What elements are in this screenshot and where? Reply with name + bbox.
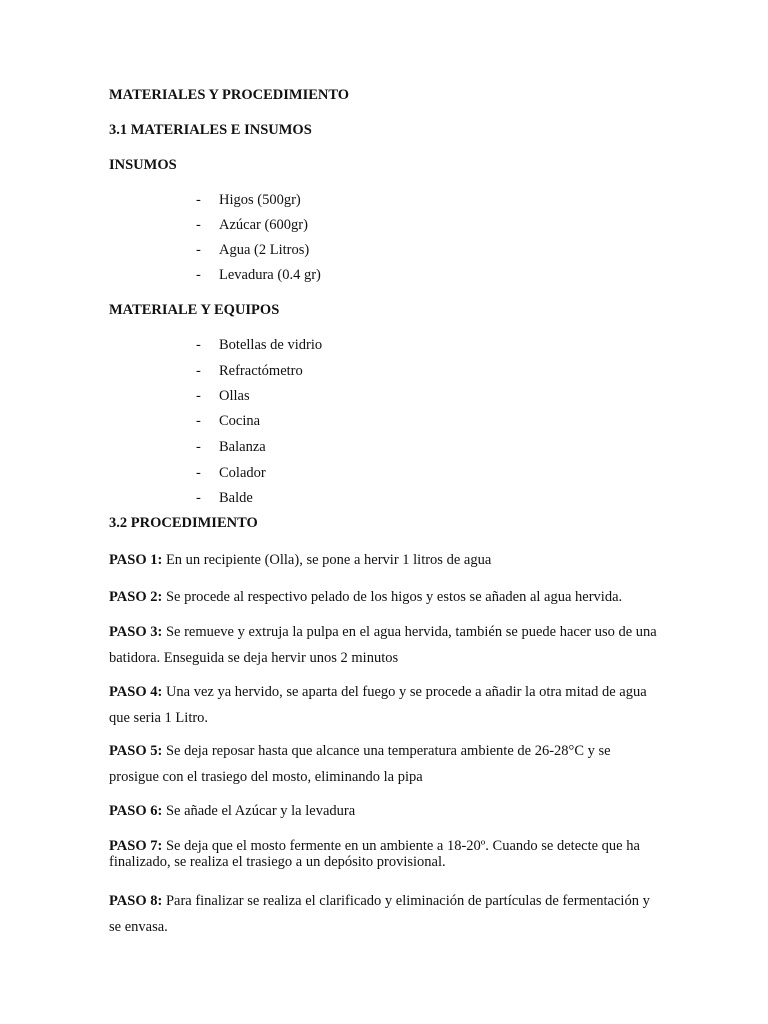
step-text: Una vez ya hervido, se aparta del fuego y se procede a añadir la otra mitad de agua que seria 1 Litro. <box>109 684 647 726</box>
list-item-text: Levadura (0.4 gr) <box>219 267 321 283</box>
step-label: PASO 6: <box>109 803 163 819</box>
list-item-text: Cocina <box>219 413 261 429</box>
step-text: Se remueve y extruja la pulpa en el agua hervida, también se puede hacer uso de una batidora. Enseguida se deja hervir unos 2 minutos <box>109 624 657 666</box>
step-label: PASO 7: <box>109 838 163 854</box>
list-item-text: Higos (500gr) <box>219 192 301 208</box>
list-item-text: Colador <box>219 465 266 481</box>
step-text: Se deja reposar hasta que alcance una temperatura ambiente de 26-28°C y se prosigue con el trasiego del mosto, eliminando la pipa <box>109 743 611 785</box>
step-label: PASO 1: <box>109 552 163 568</box>
bullet-dash: - <box>196 242 201 258</box>
step-label: PASO 5: <box>109 743 163 759</box>
step-paragraph <box>109 584 659 610</box>
list-item-text: Refractómetro <box>219 363 303 379</box>
step-text: Se añade el Azúcar y la levadura <box>162 803 356 819</box>
step-label: PASO 4: <box>109 684 163 700</box>
step-paragraph <box>109 738 659 790</box>
bullet-dash: - <box>196 413 201 429</box>
list-item-text: Ollas <box>219 388 250 404</box>
materiales-heading: MATERIALE Y EQUIPOS <box>109 302 280 318</box>
step-paragraph <box>109 798 659 824</box>
list-item-text: Balanza <box>219 439 266 455</box>
bullet-dash: - <box>196 490 201 506</box>
bullet-dash: - <box>196 439 201 455</box>
insumos-heading: INSUMOS <box>109 157 177 173</box>
list-item-text: Botellas de vidrio <box>219 337 323 353</box>
bullet-dash: - <box>196 267 201 283</box>
bullet-dash: - <box>196 465 201 481</box>
list-item-text: Balde <box>219 490 253 506</box>
step-label: PASO 8: <box>109 893 163 909</box>
step-text: Para finalizar se realiza el clarificado y eliminación de partículas de fermentación y se envasa. <box>109 893 650 935</box>
bullet-dash: - <box>196 192 201 208</box>
step-paragraph <box>109 679 659 731</box>
bullet-dash: - <box>196 388 201 404</box>
list-item-text: Azúcar (600gr) <box>219 217 308 233</box>
step-label: PASO 2: <box>109 589 163 605</box>
list-item-text: Agua (2 Litros) <box>219 242 310 258</box>
step-paragraph <box>109 838 659 870</box>
step-paragraph <box>109 888 659 940</box>
section-heading-procedimiento: 3.2 PROCEDIMIENTO <box>109 515 258 531</box>
step-paragraph <box>109 619 659 671</box>
bullet-dash: - <box>196 363 201 379</box>
step-text: Se deja que el mosto fermente en un ambiente a 18-20º. Cuando se detecte que ha finalizado, se realiza el trasiego a un depósito provisional. <box>109 838 640 870</box>
document-title: MATERIALES Y PROCEDIMIENTO <box>109 87 350 103</box>
section-heading-materiales-insumos: 3.1 MATERIALES E INSUMOS <box>109 122 312 138</box>
step-paragraph <box>109 547 659 573</box>
bullet-dash: - <box>196 337 201 353</box>
bullet-dash: - <box>196 217 201 233</box>
step-text: En un recipiente (Olla), se pone a hervir 1 litros de agua <box>162 552 492 568</box>
step-label: PASO 3: <box>109 624 163 640</box>
step-text: Se procede al respectivo pelado de los higos y estos se añaden al agua hervida. <box>162 589 623 605</box>
